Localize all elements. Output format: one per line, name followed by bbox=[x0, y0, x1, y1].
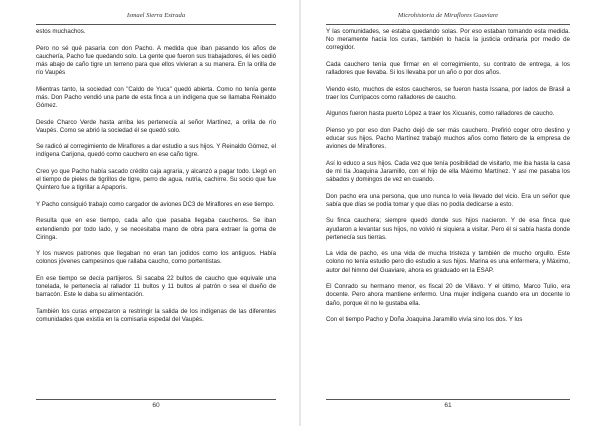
paragraph: Don pacho era una persona, que uno nunca lo veía llevado del vicio. Era un señor que sabía que días se podía tomar y que días no podía dedicarse a esto. bbox=[326, 192, 570, 208]
paragraph: Con el tiempo Pacho y Doña Joaquina Jaramillo vivía sino los dos. Y los bbox=[326, 316, 523, 324]
paragraph: Pienso yo por eso don Pacho dejó de ser más cauchero. Prefirió coger otro destino y educar sus hijos. Pacho Martínez trabajó muchos años como fletero de la empresa de aviones de Miraflores. bbox=[326, 126, 570, 151]
paragraph: La vida de pacho, es una vida de mucha tristeza y también de mucho orgullo. Este colono no tenía estudio pero dio estudio a sus hijos. Marina es una enfermera, y Máximo, autor del himno del Guaviare, ahora es graduado en la ESAP. bbox=[326, 250, 570, 274]
header-rule bbox=[326, 24, 570, 25]
page-body bbox=[36, 28, 276, 333]
page-number: 60 bbox=[152, 402, 160, 409]
paragraph: También los curas empezaron a restringir la salida de los indígenas de las diferentes comunidades que existía en la comisaria espedal del Vaupés. bbox=[36, 307, 276, 324]
paragraph: Desde Charco Verde hasta arriba les pertenecía al señor Martínez, a orilla de río Vaupés. Como se abrió la sociedad él se quedó solo. bbox=[36, 118, 276, 134]
paragraph: Y Pacho consiguió trabajo como cargador de aviones DC3 de Miraflores en ese tiempo. bbox=[36, 200, 275, 208]
running-head-title: Microhistoria de Miraflores Guaviare bbox=[397, 12, 499, 19]
header-rule bbox=[36, 24, 276, 25]
right-page bbox=[300, 0, 600, 426]
paragraph: estos muchachos. bbox=[36, 28, 86, 35]
paragraph: En ese tiempo se decía partijeros. Si sacaba 22 bultos de caucho que equivale una tonelada, le pertenecía al rallador 11 bultos y 11 bultos al patrón o sea el dueño de barracón. Este le daba su alimentación. bbox=[36, 274, 276, 299]
paragraph: Así lo educo a sus hijos. Cada vez que tenía posibilidad de visitarlo, me iba hasta la casa de mi tía Joaquina Jaramillo, con el hijo de ella Máximo Martínez. Y así me pasaba los sábados y domingos de vez en cuando. bbox=[326, 159, 570, 184]
page-number: 61 bbox=[444, 402, 452, 409]
paragraph: Su finca cauchera; siempre quedó donde sus hijos nacieron. Y de esa finca que ayudaron a levantar sus hijos, no volvió ni siquiera a visitar. Pero él si sabía hasta donde pertenecía sus tierras. bbox=[326, 217, 570, 241]
paragraph: Y los nuevos patrones que llegaban no eran tan jodidos como los antiguos. Había colonos jóvenes campesinos que rallaba caucho, como portentistas. bbox=[36, 250, 276, 266]
paragraph: Creo yo que Pacho había sacado crédito caja agraria, y alcanzó a pagar todo. Llegó en el tiempo de pieles de tigrillos de tigre, perro de agua, nutria, cachirre. Su socio que fue Quintero fue a tigrillar a Apaporis. bbox=[36, 167, 276, 192]
running-head-author: Ismael Sierra Estrada bbox=[126, 12, 186, 19]
paragraph: Pero no sé qué pasaría con don Pacho. A medida que iban pasando los años de cauchería, Pacho fue quedando solo. La gente que fueron sus trabajadores, él les cedió más abajo de caño tigre un terreno para que ellos vivieran a su manera. En la orilla de río Vaupés bbox=[36, 44, 276, 77]
footer-rule bbox=[326, 399, 570, 400]
paragraph: Y las comunidades, se estaba quedando solas. Por eso estaban tomando esta medida. No meramente hacía los curas, también lo hacía la justicia ordinaria por medio de corregidor. bbox=[326, 28, 570, 52]
page-body bbox=[326, 28, 570, 333]
paragraph: Algunos fueron hasta puerto López a traer los Xicuanis, como ralladores de caucho. bbox=[326, 110, 555, 118]
footer-rule bbox=[36, 399, 276, 400]
paragraph: Resulta que en ese tiempo, cada año que pasaba llegaba caucheros. Se iban extendiendo por todo lado, y se necesitaba mano de obra para extraer la goma de Ciringa. bbox=[36, 217, 276, 241]
paragraph: El Conrado su hermano menor, es fiscal 20 de Villavo. Y el último, Marco Tulio, era docente. Pero ahora mantiene enfermo. Una mujer indígena cuando era un docente lo daño, porque él no le gustaba ella. bbox=[326, 283, 570, 307]
paragraph: Cada cauchero tenía que firmar en el corregimiento, su contrato de entrega, a los ralladores que llevaba. Si los llevaba por un año o por dos años. bbox=[326, 60, 570, 77]
paragraph: Se radicó al corregimiento de Miraflores a dar estudio a sus hijos. Y Reinaldo Gómez, el indígena Carijona, quedó como cauchero en ese caño tigre. bbox=[36, 143, 276, 159]
paragraph: Viendo esto, muchos de estos caucheros, se fueron hasta Issana, por lados de Brasil a traer los Curripacos como ralladores de caucho. bbox=[326, 85, 570, 101]
paragraph: Mientras tanto, la sociedad con "Caldo de Yuca" quedó abierta. Como no tenía gente más. Don Pacho vendió una parte de esta finca a un indígena que se llamaba Reinaldo Gómez. bbox=[36, 85, 276, 110]
